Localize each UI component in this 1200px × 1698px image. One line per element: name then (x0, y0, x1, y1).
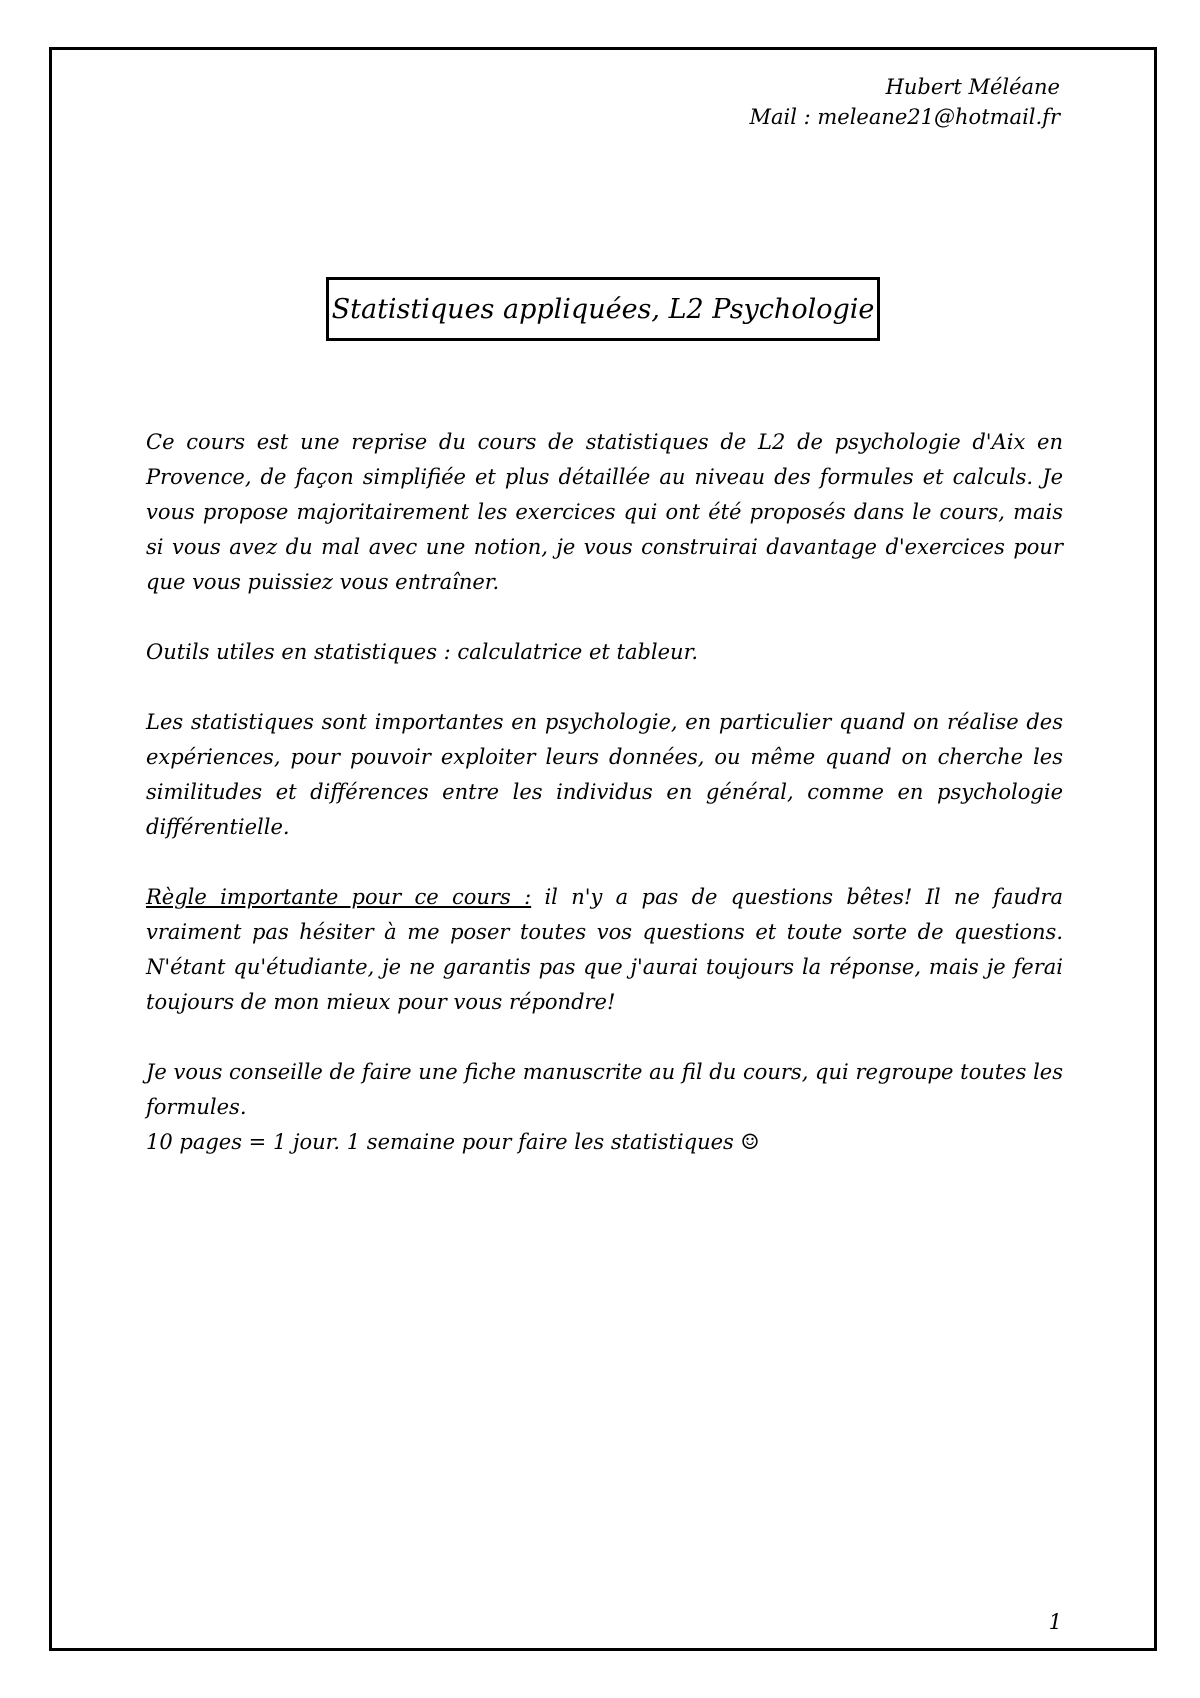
rule-text: il n'y a pas de questions bêtes! Il ne faudra vraiment pas hésiter à me poser toutes vos questions et toute sorte de questions. N'étant qu'étudiante, je ne garantis pas que j'aurai toujours la réponse, mais je ferai toujours de mon mieux pour vous répondre! (146, 885, 1063, 1014)
title-box (326, 277, 880, 341)
rule-paragraph (146, 880, 1063, 1020)
author-mail: Mail : meleane21@hotmail.fr (749, 105, 1060, 129)
importance-paragraph: Les statistiques sont importantes en psychologie, en particulier quand on réalise des expériences, pour pouvoir exploiter leurs données, ou même quand on cherche les similitudes et différences entre les individus en général, comme en psychologie différentielle. (146, 710, 1063, 839)
intro-paragraph: Ce cours est une reprise du cours de statistiques de L2 de psychologie d'Aix en Provence, de façon simplifiée et plus détaillée au niveau des formules et calculs. Je vous propose majoritairement les exercices qui ont été proposés dans le cours, mais si vous avez du mal avec une notion, je vous construirai davantage d'exercices pour que vous puissiez vous entraîner. (146, 430, 1063, 594)
header (749, 72, 1060, 132)
tools-paragraph: Outils utiles en statistiques : calculatrice et tableur. (146, 640, 698, 664)
advice-paragraph: Je vous conseille de faire une fiche manuscrite au fil du cours, qui regroupe toutes les formules. (146, 1060, 1063, 1119)
rule-label: Règle importante pour ce cours : (146, 885, 532, 909)
author-name: Hubert Méléane (885, 75, 1060, 99)
body-text (146, 425, 1063, 1160)
page-number: 1 (1048, 1610, 1062, 1634)
pace-paragraph: 10 pages = 1 jour. 1 semaine pour faire les statistiques ☺ (146, 1130, 760, 1154)
page-title: Statistiques appliquées, L2 Psychologie (331, 293, 875, 325)
